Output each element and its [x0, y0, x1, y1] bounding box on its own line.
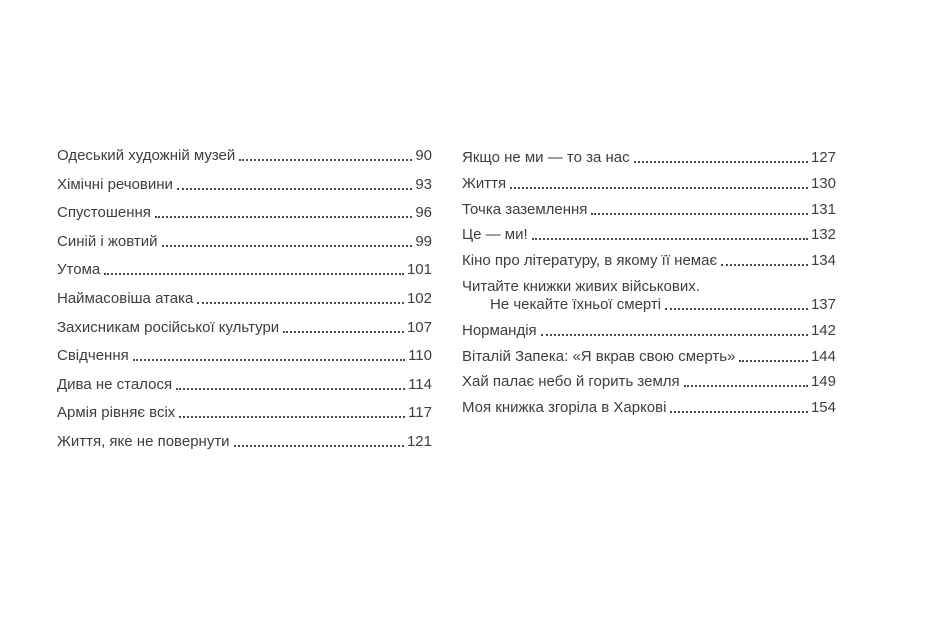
toc-entry-line — [462, 322, 836, 339]
toc-entry-line — [57, 404, 432, 421]
toc-entry-title: Одеський художній музей — [57, 147, 236, 164]
toc-entry-title: Свідчення — [57, 347, 129, 365]
toc-entry — [462, 322, 836, 339]
toc-entry-page-number: 102 — [406, 289, 432, 307]
toc-entry-line — [57, 319, 432, 336]
toc-entry-page-number: 93 — [415, 175, 432, 193]
toc-entry-title: Кіно про літературу, в якому її немає — [462, 252, 718, 270]
toc-entry-line — [462, 348, 836, 365]
toc-entry-page-number: 142 — [810, 321, 836, 339]
toc-entry-page-number: 121 — [406, 432, 432, 450]
toc-entry — [462, 278, 836, 313]
toc-entry — [462, 373, 836, 390]
toc-entry — [57, 376, 432, 393]
dotted-leader — [684, 385, 808, 387]
toc-entry — [462, 399, 836, 416]
toc-entry-page-number: 101 — [406, 261, 432, 279]
toc-entry-line — [462, 373, 836, 390]
toc-entry-page-number: 127 — [810, 149, 836, 166]
dotted-leader — [591, 213, 808, 215]
toc-entry-line — [462, 175, 836, 192]
toc-entry — [57, 147, 432, 164]
toc-entry-line — [57, 261, 432, 278]
toc-entry-line — [57, 347, 432, 364]
toc-entry-page-number: 132 — [810, 226, 836, 244]
toc-entry-line — [57, 433, 432, 450]
toc-entry — [57, 404, 432, 421]
dotted-leader — [176, 388, 405, 390]
dotted-leader — [155, 216, 412, 218]
dotted-leader — [234, 445, 404, 447]
toc-entry-line — [57, 376, 432, 393]
toc-entry-title: Хімічні речовини — [57, 175, 173, 193]
toc-entry — [462, 226, 836, 243]
toc-entry-title: Віталій Запека: «Я вкрав свою смерть» — [462, 347, 736, 365]
toc-entry-page-number: 99 — [415, 232, 432, 250]
dotted-leader — [283, 331, 404, 333]
dotted-leader — [541, 334, 808, 336]
dotted-leader — [532, 238, 808, 240]
toc-entry — [57, 319, 432, 336]
toc-entry-title: Наймасовіша атака — [57, 289, 194, 307]
toc-entry — [462, 348, 836, 365]
toc-entry-line — [462, 399, 836, 416]
toc-entry-title: Життя — [462, 174, 507, 192]
toc-entry-page-number: 134 — [810, 252, 836, 270]
dotted-leader — [162, 245, 413, 247]
toc-entry — [462, 149, 836, 166]
toc-entry-line — [57, 233, 432, 250]
toc-entry-line — [462, 226, 836, 243]
toc-entry-line — [57, 204, 432, 221]
dotted-leader — [670, 411, 808, 413]
toc-entry — [57, 433, 432, 450]
toc-columns — [57, 147, 836, 450]
toc-entry-title: Нормандія — [462, 321, 537, 339]
dotted-leader — [665, 308, 808, 310]
toc-entry — [462, 201, 836, 218]
dotted-leader — [177, 188, 412, 190]
toc-entry-page-number: 90 — [415, 147, 432, 164]
toc-column-right — [462, 147, 836, 450]
toc-entry-title: Читайте книжки живих військових. — [462, 277, 700, 295]
toc-entry-page-number: 154 — [810, 399, 836, 417]
dotted-leader — [739, 360, 808, 362]
toc-entry-page-number: 137 — [810, 295, 836, 313]
toc-entry-line — [57, 147, 432, 164]
toc-entry-page-number: 110 — [408, 347, 432, 365]
toc-column-left — [57, 147, 432, 450]
toc-entry — [57, 233, 432, 250]
toc-entry-page-number: 144 — [810, 347, 836, 365]
toc-entry-title: Хай палає небо й горить земля — [462, 373, 680, 391]
dotted-leader — [179, 416, 405, 418]
toc-entry — [57, 176, 432, 193]
toc-entry — [462, 252, 836, 269]
toc-entry-title: Спустошення — [57, 204, 151, 222]
toc-entry — [57, 261, 432, 278]
toc-entry-title: Дива не сталося — [57, 375, 173, 393]
toc-entry — [57, 290, 432, 307]
toc-entry-page-number: 107 — [406, 318, 432, 336]
toc-entry-title: Точка заземлення — [462, 200, 588, 218]
dotted-leader — [197, 302, 404, 304]
toc-entry-line — [462, 252, 836, 269]
dotted-leader — [104, 273, 404, 275]
toc-entry-title: Захисникам російської культури — [57, 318, 280, 336]
dotted-leader — [721, 264, 808, 266]
toc-entry-line — [57, 176, 432, 193]
toc-entry-page-number: 117 — [408, 404, 432, 422]
dotted-leader — [510, 187, 808, 189]
toc-entry-title: Це — ми! — [462, 226, 528, 244]
dotted-leader — [634, 161, 808, 163]
toc-entry-title: Моя книжка згоріла в Харкові — [462, 399, 667, 417]
toc-entry-title: Не чекайте їхньої смерті — [490, 295, 662, 313]
dotted-leader — [133, 359, 405, 361]
toc-entry — [57, 347, 432, 364]
toc-entry-line — [462, 149, 836, 166]
toc-entry — [462, 175, 836, 192]
toc-entry — [57, 204, 432, 221]
toc-entry-page-number: 96 — [415, 204, 432, 222]
toc-entry-page-number: 130 — [810, 174, 836, 192]
toc-entry-line — [462, 201, 836, 218]
toc-entry-title: Якщо не ми — то за нас — [462, 149, 630, 166]
toc-entry-title: Армія рівняє всіх — [57, 404, 176, 422]
toc-entry-page-number: 114 — [408, 375, 432, 393]
toc-entry-page-number: 131 — [810, 200, 836, 218]
toc-entry-title: Життя, яке не повернути — [57, 432, 230, 450]
toc-entry-page-number: 149 — [810, 373, 836, 391]
toc-entry-line — [57, 290, 432, 307]
toc-entry-title: Утома — [57, 261, 101, 279]
toc-entry-line — [490, 296, 836, 313]
toc-entry-title: Синій і жовтий — [57, 232, 158, 250]
dotted-leader — [239, 159, 412, 161]
